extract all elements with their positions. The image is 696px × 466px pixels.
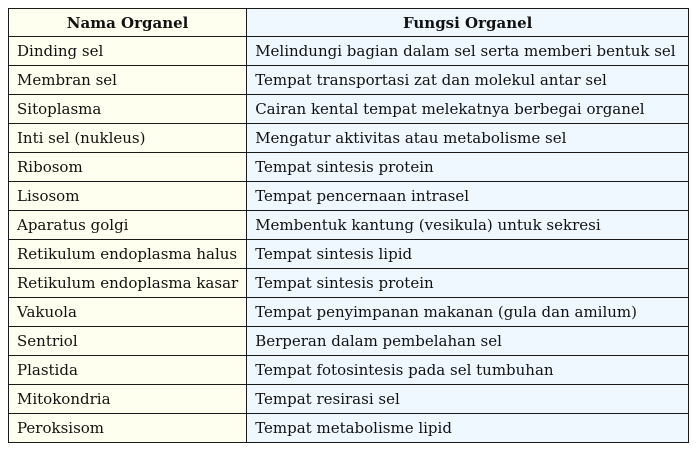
- organelle-name-cell: Plastida: [9, 356, 247, 385]
- header-fungsi-organel: Fungsi Organel: [247, 9, 689, 37]
- table-row: [9, 269, 689, 298]
- organelle-name-cell: Sentriol: [9, 327, 247, 356]
- organelle-function-cell: Tempat pencernaan intrasel: [247, 182, 689, 211]
- table-row: [9, 211, 689, 240]
- organelle-name-cell: Retikulum endoplasma kasar: [9, 269, 247, 298]
- organelle-function-cell: Tempat sintesis protein: [247, 153, 689, 182]
- organelle-name-cell: Vakuola: [9, 298, 247, 327]
- organelle-name-cell: Inti sel (nukleus): [9, 124, 247, 153]
- organelle-function-cell: Tempat metabolisme lipid: [247, 414, 689, 443]
- organelle-name-cell: Aparatus golgi: [9, 211, 247, 240]
- organelle-name-cell: Peroksisom: [9, 414, 247, 443]
- organelle-name-cell: Mitokondria: [9, 385, 247, 414]
- table-row: [9, 298, 689, 327]
- organelle-function-cell: Melindungi bagian dalam sel serta memberi bentuk sel: [247, 37, 689, 66]
- table-row: [9, 66, 689, 95]
- table-row: [9, 124, 689, 153]
- organelle-function-cell: Berperan dalam pembelahan sel: [247, 327, 689, 356]
- table-row: [9, 37, 689, 66]
- organelle-function-cell: Cairan kental tempat melekatnya berbegai organel: [247, 95, 689, 124]
- table-row: [9, 356, 689, 385]
- table-row: [9, 385, 689, 414]
- organelle-name-cell: Ribosom: [9, 153, 247, 182]
- organelle-function-cell: Membentuk kantung (vesikula) untuk sekresi: [247, 211, 689, 240]
- organelle-name-cell: Dinding sel: [9, 37, 247, 66]
- organelle-function-cell: Mengatur aktivitas atau metabolisme sel: [247, 124, 689, 153]
- organelle-function-cell: Tempat transportasi zat dan molekul antar sel: [247, 66, 689, 95]
- organelle-function-cell: Tempat penyimpanan makanan (gula dan amilum): [247, 298, 689, 327]
- organelle-name-cell: Membran sel: [9, 66, 247, 95]
- organelle-function-cell: Tempat sintesis protein: [247, 269, 689, 298]
- header-nama-organel: Nama Organel: [9, 9, 247, 37]
- table-row: [9, 182, 689, 211]
- organelle-table: [8, 8, 689, 443]
- table-row: [9, 153, 689, 182]
- organelle-function-cell: Tempat fotosintesis pada sel tumbuhan: [247, 356, 689, 385]
- table-row: [9, 95, 689, 124]
- table-row: [9, 327, 689, 356]
- organelle-name-cell: Retikulum endoplasma halus: [9, 240, 247, 269]
- organelle-name-cell: Sitoplasma: [9, 95, 247, 124]
- table-row: [9, 240, 689, 269]
- organelle-function-cell: Tempat sintesis lipid: [247, 240, 689, 269]
- organelle-function-cell: Tempat resirasi sel: [247, 385, 689, 414]
- header-row: [9, 9, 689, 37]
- table-row: [9, 414, 689, 443]
- organelle-name-cell: Lisosom: [9, 182, 247, 211]
